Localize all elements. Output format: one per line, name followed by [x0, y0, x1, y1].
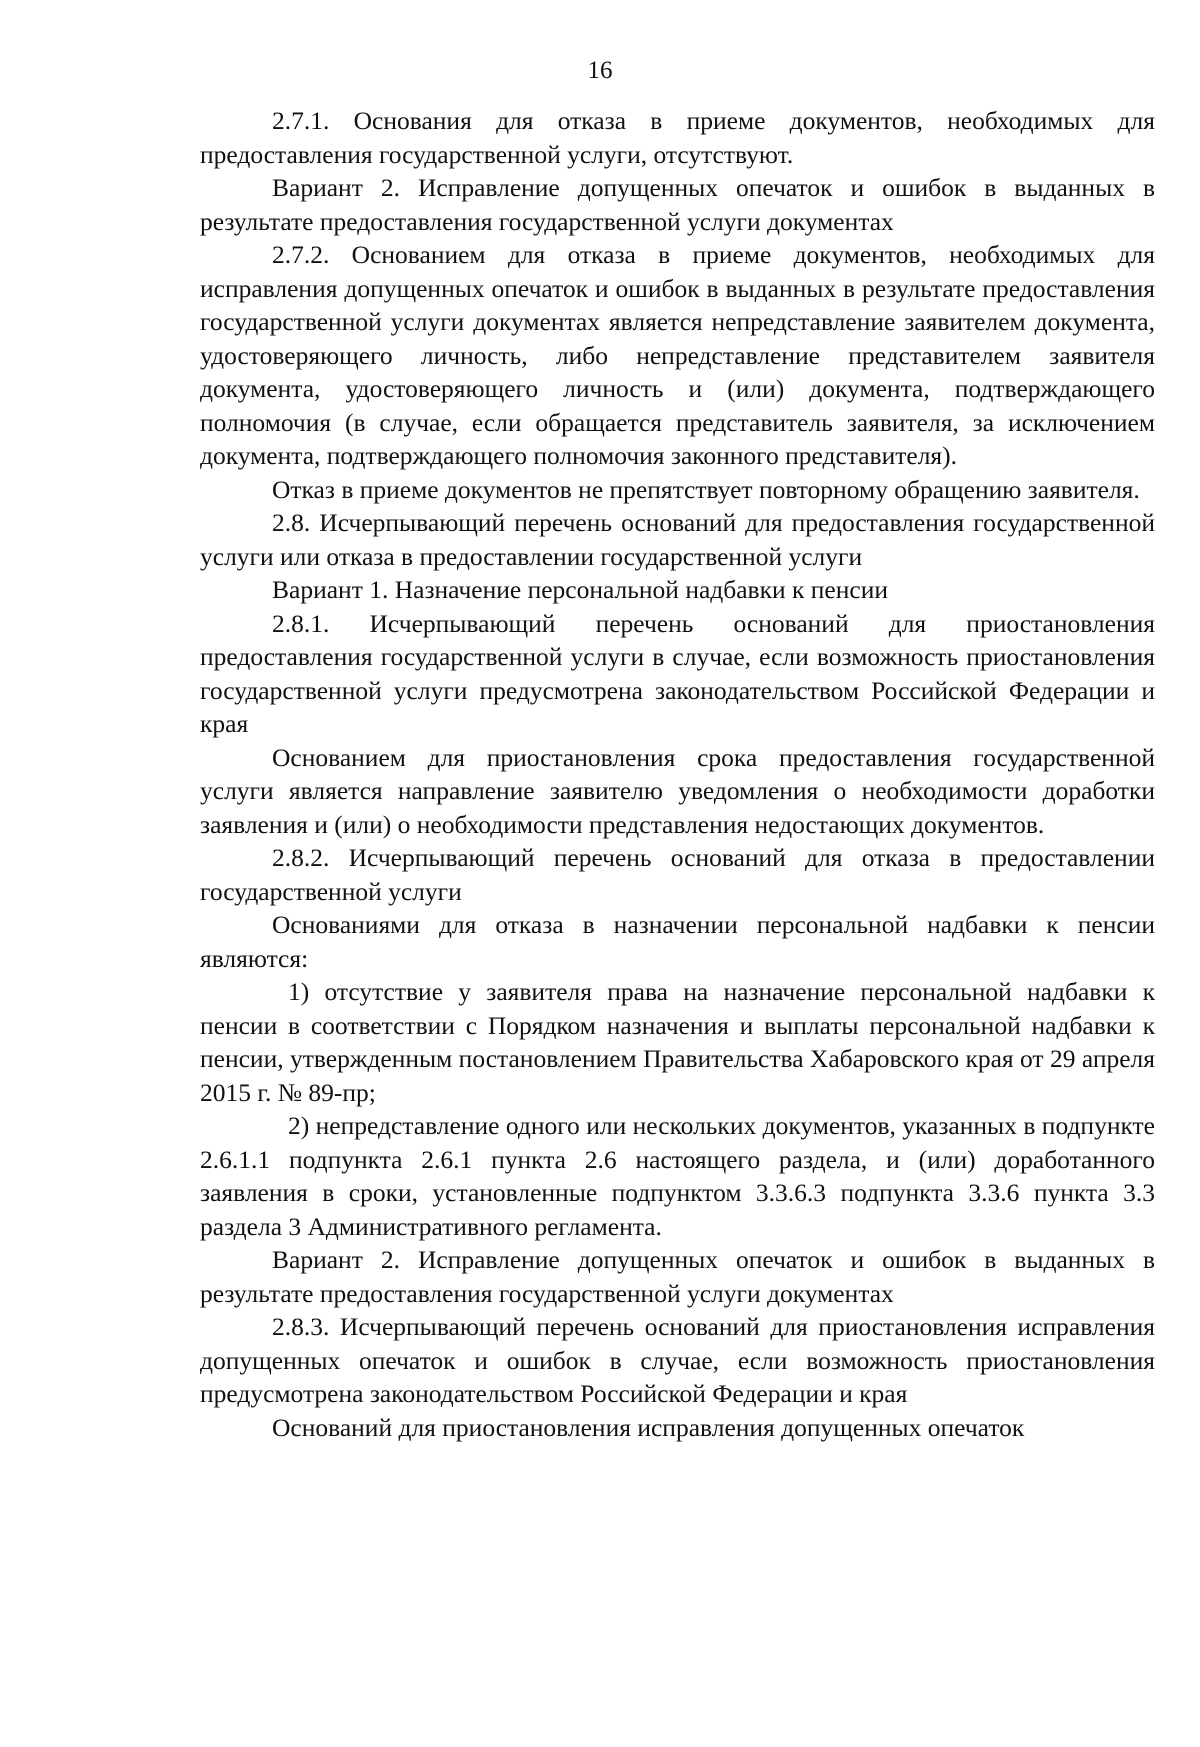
refusal-ground-1: 1) отсутствие у заявителя права на назначение персональной надбавки к пенсии в соответствии с Порядком назначения и выплаты персональной надбавки к пенсии, утвержденным постановлением Правительства Хабаровского края от 29 апреля 2015 г. № 89-пр;: [200, 977, 1155, 1107]
suspension-basis: Основанием для приостановления срока предоставления государственной услуги является направление заявителю уведомления о необходимости доработки заявления и (или) о необходимости представления недостающих документов.: [200, 742, 1155, 839]
document-body: [200, 104, 1155, 1444]
clause-2-8-1: 2.8.1. Исчерпывающий перечень оснований для приостановления предоставления государственной услуги в случае, если возможность приостановления государственной услуги предусмотрена законодательством Российской Федерации и края: [200, 608, 1155, 738]
clause-2-8-3: 2.8.3. Исчерпывающий перечень оснований для приостановления исправления допущенных опечаток и ошибок в случае, если возможность приостановления предусмотрена законодательством Российской Федерации и края: [200, 1312, 1155, 1408]
clause-2-7-1: 2.7.1. Основания для отказа в приеме документов, необходимых для предоставления государственной услуги, отсутствуют.: [200, 106, 1155, 169]
variant-1-heading: Вариант 1. Назначение персональной надбавки к пенсии: [272, 575, 888, 604]
variant-2-heading-repeat: Вариант 2. Исправление допущенных опечаток и ошибок в выданных в результате предоставления государственной услуги документах: [200, 1245, 1155, 1308]
refusal-ground-2: 2) непредставление одного или нескольких документов, указанных в подпункте 2.6.1.1 подпункта 2.6.1 пункта 2.6 настоящего раздела, и (или) доработанного заявления в сроки, установленные подпунктом 3.3.6.3 подпункта 3.3.6 пункта 3.3 раздела 3 Административного регламента.: [200, 1111, 1155, 1241]
variant-2-heading: Вариант 2. Исправление допущенных опечаток и ошибок в выданных в результате предоставления государственной услуги документах: [200, 173, 1155, 236]
page-number: 16: [587, 57, 613, 84]
clause-2-8: 2.8. Исчерпывающий перечень оснований для предоставления государственной услуги или отказа в предоставлении государственной услуги: [200, 508, 1155, 571]
refusal-grounds-intro: Основаниями для отказа в назначении персональной надбавки к пенсии являются:: [200, 910, 1155, 973]
refusal-note: Отказ в приеме документов не препятствует повторному обращению заявителя.: [272, 474, 1140, 504]
clause-2-8-3-continuation: Оснований для приостановления исправления допущенных опечаток: [272, 1412, 1025, 1442]
clause-2-8-2: 2.8.2. Исчерпывающий перечень оснований для отказа в предоставлении государственной услуги: [200, 843, 1155, 906]
clause-2-7-2: 2.7.2. Основанием для отказа в приеме документов, необходимых для исправления допущенных опечаток и ошибок в выданных в результате предоставления государственной услуги документах является непредставление заявителем документа, удостоверяющего личность, либо непредставление представителем заявителя документа, удостоверяющего личность и (или) документа, подтверждающего полномочия (в случае, если обращается представитель заявителя, за исключением документа, подтверждающего полномочия законного представителя).: [200, 240, 1155, 470]
